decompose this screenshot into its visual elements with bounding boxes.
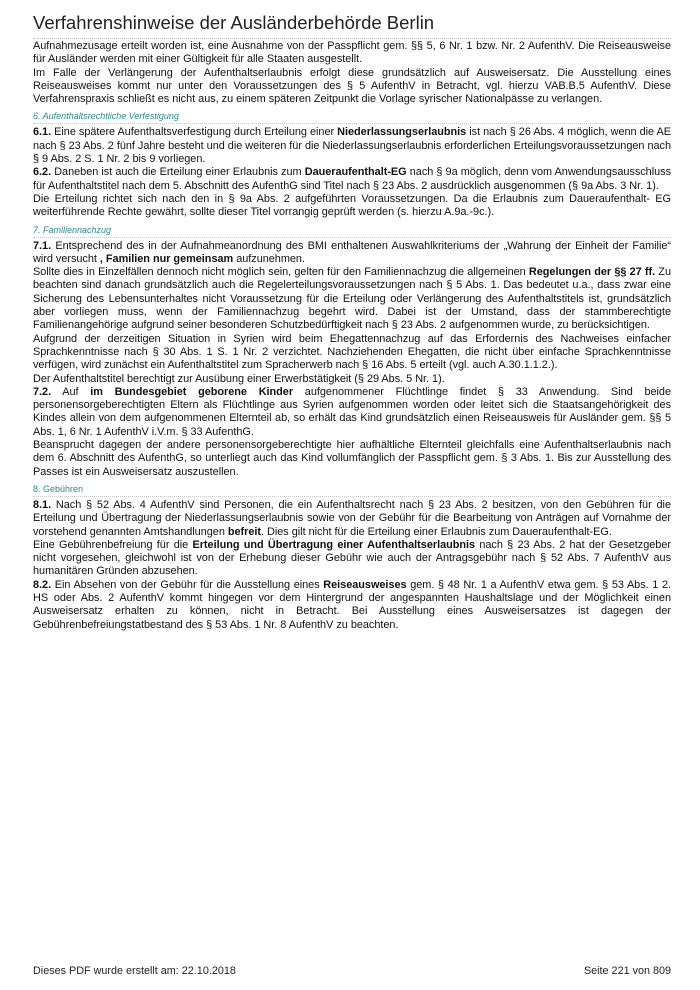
- section-6-heading: 6. Aufenthaltsrechtliche Verfestigung: [33, 110, 671, 124]
- paragraph-7-1-c: Aufgrund der derzeitigen Situation in Syrien wird beim Ehegattennachzug auf das Erfordernis des Nachweises einfacher Sprachkenntnisse nach § 30 Abs. 1 S. 1 Nr. 2 verzichtet. Nachziehenden Ehegatten, die nicht über einfache Sprachkenntnisse verfügen, wird zunächst ein Aufenthaltstitel zum Spracherwerb nach § 16 Abs. 5 erteilt (vgl. auch A.30.1.1.2.).: [33, 332, 671, 372]
- paragraph-number: 8.2.: [33, 578, 52, 591]
- paragraph-number: 6.1.: [33, 126, 52, 139]
- document-body: [33, 40, 671, 632]
- bold-term: Reiseausweises: [323, 578, 407, 591]
- paragraph-number: 8.1.: [33, 498, 52, 511]
- bold-term: im Bundesgebiet geborene Kinder: [90, 385, 294, 398]
- creation-date: Dieses PDF wurde erstellt am: 22.10.2018: [33, 965, 236, 977]
- paragraph-8-2: 8.2. Ein Absehen von der Gebühr für die Ausstellung eines Reiseausweises gem. § 48 Nr. 1 a AufenthV etwa gem. § 53 Abs. 1 2. HS oder Abs. 2 AufenthV kommt hingegen vor dem Hintergrund der angespannten Haushaltslage und der Möglichkeit einen Ausweisersatz erhalten zu können, nicht in Betracht. Bei Ausstellung eines Ausweisersatzes ist dagegen der Gebührenbefreiungstatbestand des § 53 Abs. 1 Nr. 8 AufenthV zu beachten.: [33, 578, 671, 631]
- paragraph-number: 6.2.: [33, 166, 52, 179]
- paragraph-6-3: Die Erteilung richtet sich nach den in § 9a Abs. 2 aufgeführten Voraussetzungen. Da die Erlaubnis zum Daueraufenthalt- EG weiterführende Rechte gewährt, sollte dieser Titel vorrangig geprüft werden (s. hierzu A.9a.-9c.).: [33, 192, 671, 219]
- bold-term: Niederlassungserlaubnis: [337, 126, 467, 139]
- paragraph-6-2: 6.2. Daneben ist auch die Erteilung einer Erlaubnis zum Daueraufenthalt-EG nach § 9a möglich, denn vom Anwendungsausschluss für Aufenthaltstitel nach dem 5. Abschnitt des AufenthG sind Titel nach § 23 Abs. 2 ausdrücklich ausgenommen (§ 9a Abs. 3 Nr. 1).: [33, 166, 671, 192]
- bold-term: Regelungen der §§ 27 ff.: [528, 266, 656, 279]
- page-number: Seite 221 von 809: [583, 965, 671, 977]
- bold-term: Erteilung und Übertragung einer Aufenthaltserlaubnis: [192, 538, 476, 551]
- document-page: [33, 0, 671, 990]
- page-title: Verfahrenshinweise der Ausländerbehörde Berlin: [33, 12, 671, 39]
- paragraph-7-2: 7.2. Auf im Bundesgebiet geborene Kinder aufgenommener Flüchtlinge findet § 33 Anwendung. Sind beide personensorgeberechtigten Eltern als Flüchtlinge aus Syrien aufgenommen worden oder leitet sich die Staatsangehörigkeit des Kindes allein von dem aufgenommenen Elternteil ab, so erhält das Kind grundsätzlich einen Reiseausweis für Ausländer gem. §§ 5 Abs. 1, 6 Nr. 1 AufenthV i.V.m. § 33 AufenthG.: [33, 385, 671, 438]
- paragraph-number: 7.1.: [33, 239, 52, 252]
- paragraph-7-1: 7.1. Entsprechend des in der Aufnahmeanordnung des BMI enthaltenen Auswahlkriteriums der „Wahrung der Einheit der Familie“ wird versucht , Familien nur gemeinsam aufzunehmen.: [33, 239, 671, 265]
- intro-paragraph-2: Im Falle der Verlängerung der Aufenthaltserlaubnis erfolgt diese grundsätzlich auf Ausweisersatz. Die Ausstellung eines Reiseausweises kommt nur unter den Voraussetzungen des § 5 AufenthV in Betracht, vgl. hierzu VAB.B.5 AufenthV. Diese Verfahrenspraxis schließt es nicht aus, zu einem späteren Zeitpunkt die Vorlage syrischer Nationalpässe zu verlangen.: [33, 66, 671, 106]
- paragraph-number: 7.2.: [33, 385, 52, 398]
- section-7-heading: 7. Familiennachzug: [33, 224, 671, 238]
- paragraph-7-2-b: Beansprucht dagegen der andere personensorgeberechtigte hier aufhältliche Elternteil gleichfalls eine Aufenthaltserlaubnis nach dem 6. Abschnitt des AufenthG, so unterliegt auch das Kind vollumfänglich der Passpflicht gem. § 3 Abs. 1. Bis zur Ausstellung des Passes ist ein Ausweisersatz auszustellen.: [33, 439, 671, 478]
- paragraph-6-1: 6.1. Eine spätere Aufenthaltsverfestigung durch Erteilung einer Niederlassungserlaubnis ist nach § 26 Abs. 4 möglich, wenn die AE nach § 23 Abs. 2 fünf Jahre besteht und die weiteren für die Niederlassungserlaubnis erforderlichen Erteilungsvoraussetzungen nach § 9 Abs. 2 S. 1 Nr. 2 bis 9 vorliegen.: [33, 126, 672, 166]
- paragraph-8-1-b: Eine Gebührenbefreiung für die Erteilung und Übertragung einer Aufenthaltserlaubnis nach § 23 Abs. 2 hat der Gesetzgeber nicht vorgesehen, gleichwohl ist von der Erhebung dieser Gebühr wie auch der Antragsgebühr nach § 52 Abs. 7 AufenthV aus humanitären Gründen abzusehen.: [33, 538, 671, 578]
- bold-term: befreit: [227, 525, 262, 538]
- intro-paragraph-1: Aufnahmezusage erteilt worden ist, eine Ausnahme von der Passpflicht gem. §§ 5, 6 Nr. 1 bzw. Nr. 2 AufenthV. Die Reiseausweise für Ausländer werden mit einer Gültigkeit für alle Staaten ausgestellt.: [33, 40, 671, 66]
- paragraph-7-1-b: Sollte dies in Einzelfällen dennoch nicht möglich sein, gelten für den Familiennachzug die allgemeinen Regelungen der §§ 27 ff. Zu beachten sind danach grundsätzlich auch die Regelerteilungsvoraussetzungen nach § 5 Abs. 1. Das bedeutet u.a., dass zwar eine Sicherung des Lebensunterhaltes nicht Voraussetzung für die Erteilung oder Verlängerung des Aufenthaltstitels ist, grundsätzlich aber vorliegen muss, wenn der Familiennachzug begehrt wird. Dabei ist der Umstand, dass der stammberechtigte Familienangehörige aufgrund seiner besonderen Schutzbedürftigkeit nach § 23 Abs. 2 aufgenommen wurde, zu berücksichtigen.: [33, 266, 671, 332]
- section-8-heading: 8. Gebühren: [33, 483, 671, 497]
- bold-term: , Familien nur gemeinsam: [99, 252, 234, 265]
- bold-term: Daueraufenthalt-EG: [304, 166, 407, 179]
- paragraph-7-1-d: Der Aufenthaltstitel berechtigt zur Ausübung einer Erwerbstätigkeit (§ 29 Abs. 5 Nr. 1).: [33, 372, 445, 385]
- paragraph-8-1: 8.1. Nach § 52 Abs. 4 AufenthV sind Personen, die ein Aufenthaltsrecht nach § 23 Abs. 2 besitzen, von den Gebühren für die Erteilung und Übertragung der Niederlassungserlaubnis sowie von der Gebühr für die Bearbeitung von Anträgen auf Vornahme der vorstehend genannten Amtshandlungen befreit. Dies gilt nicht für die Erteilung einer Erlaubnis zum Daueraufenthalt-EG.: [33, 498, 671, 538]
